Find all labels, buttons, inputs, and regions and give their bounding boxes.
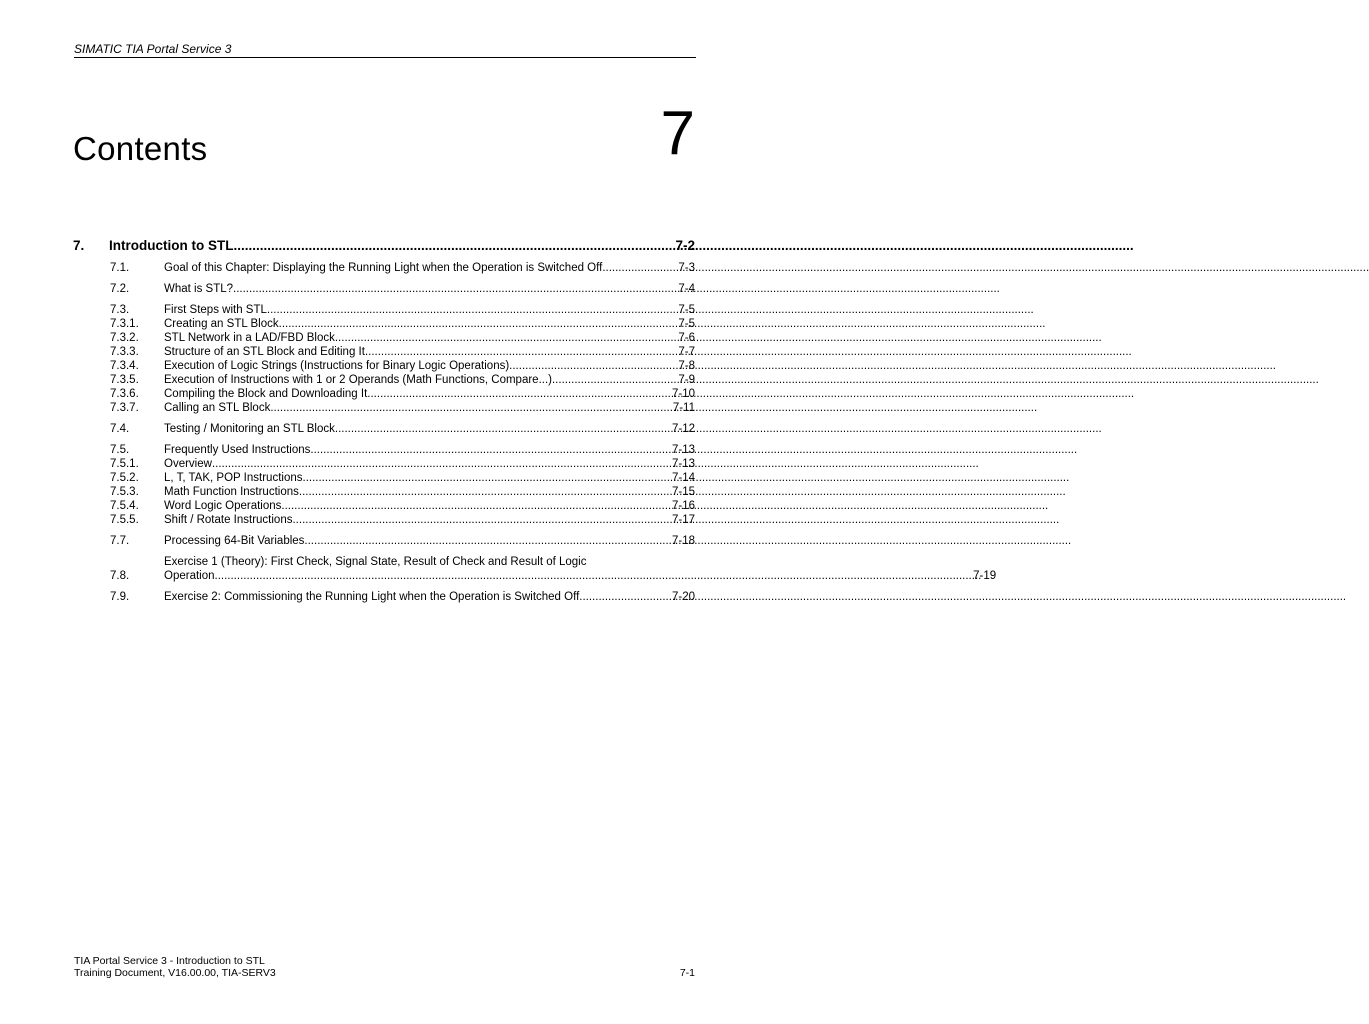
- toc-entry-text-wrap: [164, 457, 695, 471]
- toc-entry-page: 7-18: [671, 535, 695, 547]
- toc-entry-leader: [212, 457, 670, 471]
- footer-page-number: 7-1: [679, 967, 695, 979]
- page-title: Contents: [73, 130, 208, 167]
- toc-entry-leader: [215, 569, 972, 583]
- toc-entry-text-wrap: [164, 359, 695, 373]
- toc-entry-text-wrap: [164, 401, 695, 415]
- toc-entry-page: 7-5: [678, 318, 695, 330]
- toc-entry[interactable]: [110, 331, 695, 345]
- toc-group: [110, 590, 695, 604]
- toc-entry[interactable]: [110, 317, 695, 331]
- toc-entry-text-wrap: [164, 555, 997, 583]
- toc-entry-text: L, T, TAK, POP Instructions: [164, 472, 303, 484]
- running-header: [74, 42, 696, 58]
- toc-entry-text-wrap: [164, 534, 695, 548]
- toc-entry-text: Math Function Instructions: [164, 486, 299, 498]
- toc-entry-text: First Steps with STL: [164, 304, 267, 316]
- toc-entry-text-wrap: [164, 471, 695, 485]
- toc-entry[interactable]: [110, 555, 997, 583]
- running-header-title: SIMATIC TIA Portal Service 3: [74, 42, 232, 56]
- toc-entry-text: Calling an STL Block: [164, 402, 271, 414]
- toc-entry-number: 7.2.: [110, 283, 130, 295]
- toc-entry-page: 7-20: [671, 591, 695, 603]
- toc-entry-number: 7.9.: [110, 591, 130, 603]
- toc-entry-text-wrap: [164, 345, 695, 359]
- toc-entry-leader: [303, 471, 670, 485]
- toc-entry-leader: [335, 331, 677, 345]
- toc-entry-number: 7.1.: [110, 262, 130, 274]
- toc-entry-page: 7-12: [671, 423, 695, 435]
- toc-entry-text-wrap: [164, 499, 695, 513]
- toc-group: [110, 303, 695, 415]
- toc-entry-text-wrap: [164, 303, 695, 317]
- toc-entry-leader: [579, 590, 670, 604]
- toc-entry-text-wrap: [164, 373, 695, 387]
- toc-entry[interactable]: [110, 345, 695, 359]
- toc-entry-number: 7.4.: [110, 423, 130, 435]
- toc-entry-page: 7-17: [671, 514, 695, 526]
- toc-entry[interactable]: [110, 590, 695, 604]
- toc-entry-text-wrap: [164, 443, 695, 457]
- page-footer: [74, 955, 276, 979]
- toc-entry-text-wrap: [164, 485, 695, 499]
- toc-entry-text-line-2: Operation: [164, 570, 215, 582]
- toc-entry[interactable]: [110, 457, 695, 471]
- toc-entry[interactable]: [110, 387, 695, 401]
- toc-entry-text: Structure of an STL Block and Editing It: [164, 346, 365, 358]
- toc-entry[interactable]: [110, 513, 695, 527]
- toc-entry-text-wrap: [164, 282, 695, 296]
- toc-main-text: Introduction to STL: [109, 238, 234, 253]
- toc-entry-leader: [552, 373, 676, 387]
- toc-entry-page: 7-8: [678, 360, 695, 372]
- toc-entry-number: 7.3.5.: [110, 374, 139, 386]
- toc-entry[interactable]: [110, 534, 695, 548]
- toc-entry-leader: [267, 303, 676, 317]
- toc-entry-text-wrap: [164, 513, 695, 527]
- toc-entry-number: 7.5.4.: [110, 500, 139, 512]
- footer-line-2: Training Document, V16.00.00, TIA-SERV3: [74, 967, 276, 979]
- toc-entry-number: 7.3.2.: [110, 332, 139, 344]
- toc-entry-text: What is STL?: [164, 283, 234, 295]
- toc-entry[interactable]: [110, 401, 695, 415]
- toc-entry-leader: [365, 345, 676, 359]
- toc-group: [110, 282, 695, 296]
- toc-entry[interactable]: [110, 303, 695, 317]
- toc-entry-number: 7.5.2.: [110, 472, 139, 484]
- toc-entry-multiline: [164, 555, 996, 583]
- toc-entry-leader: [270, 401, 671, 415]
- toc-entry-page: 7-16: [671, 500, 695, 512]
- toc-main-number: 7.: [73, 238, 85, 253]
- toc-entry-page: 7-14: [671, 472, 695, 484]
- toc-entry-text-wrap: [164, 422, 695, 436]
- toc-entry-number: 7.5.: [110, 444, 130, 456]
- toc-entry-text: Exercise 2: Commissioning the Running Light when the Operation is Switched Off: [164, 591, 580, 603]
- toc-entry[interactable]: [110, 282, 695, 296]
- toc-entry-text-wrap: [164, 331, 695, 345]
- toc-entry-page: 7-13: [671, 444, 695, 456]
- toc-entry-leader: [304, 534, 670, 548]
- toc-entry-text: Shift / Rotate Instructions: [164, 514, 293, 526]
- toc-entry-leader: [279, 317, 677, 331]
- toc-entry[interactable]: [110, 373, 695, 387]
- toc-entry-text: STL Network in a LAD/FBD Block: [164, 332, 335, 344]
- toc-entry-text-wrap: [164, 387, 695, 401]
- toc-entry-page: 7-19: [973, 570, 997, 582]
- toc-entry-text-wrap: [164, 317, 695, 331]
- toc-entry-number: 7.3.3.: [110, 346, 139, 358]
- toc-main-entry[interactable]: [73, 237, 695, 254]
- toc-entry-text: Execution of Logic Strings (Instructions for Binary Logic Operations): [164, 360, 510, 372]
- toc-entry[interactable]: [110, 499, 695, 513]
- toc-entry-text: Frequently Used Instructions: [164, 444, 311, 456]
- toc-entry[interactable]: [110, 359, 695, 373]
- toc-entry-leader: [335, 422, 670, 436]
- toc-entry-number: 7.3.: [110, 304, 130, 316]
- toc-entry-number: 7.5.5.: [110, 514, 139, 526]
- toc-entry-text: Overview: [164, 458, 212, 470]
- toc-entry-text: Goal of this Chapter: Displaying the Running Light when the Operation is Switched Off: [164, 262, 603, 274]
- toc-entry-number: 7.3.7.: [110, 402, 139, 414]
- toc-entry[interactable]: [110, 485, 695, 499]
- toc-group: [110, 443, 695, 527]
- toc-entry-leader: [281, 499, 670, 513]
- toc-entry-leader: [509, 359, 676, 373]
- toc-entry-number: 7.5.1.: [110, 458, 139, 470]
- table-of-contents: [110, 261, 997, 611]
- toc-entry[interactable]: [110, 471, 695, 485]
- footer-line-1: TIA Portal Service 3 - Introduction to STL: [74, 955, 265, 967]
- toc-main-leader: [233, 237, 675, 254]
- toc-entry-page: 7-3: [678, 262, 695, 274]
- toc-entry[interactable]: [110, 443, 695, 457]
- toc-entry[interactable]: [110, 422, 695, 436]
- toc-entry-leader: [310, 443, 670, 457]
- toc-entry-text-line-1: Exercise 1 (Theory): First Check, Signal State, Result of Check and Result of Logic: [164, 556, 587, 568]
- toc-entry-number: 7.3.6.: [110, 388, 139, 400]
- toc-entry-page: 7-10: [671, 388, 695, 400]
- toc-entry[interactable]: [110, 261, 695, 275]
- toc-entry-text: Execution of Instructions with 1 or 2 Operands (Math Functions, Compare...): [164, 374, 552, 386]
- toc-entry-page: 7-6: [678, 332, 695, 344]
- toc-entry-text-line-2-row: [164, 569, 996, 583]
- toc-group: [110, 422, 695, 436]
- toc-main-page: 7-2: [675, 238, 695, 253]
- toc-entry-text: Creating an STL Block: [164, 318, 279, 330]
- toc-entry-text: Testing / Monitoring an STL Block: [164, 423, 335, 435]
- toc-entry-leader: [292, 513, 669, 527]
- toc-entry-page: 7-15: [671, 486, 695, 498]
- toc-entry-number: 7.3.4.: [110, 360, 139, 372]
- toc-entry-leader: [367, 387, 670, 401]
- toc-entry-text: Word Logic Operations: [164, 500, 282, 512]
- toc-entry-number: 7.7.: [110, 535, 130, 547]
- toc-entry-page: 7-13: [671, 458, 695, 470]
- toc-entry-page: 7-4: [678, 283, 695, 295]
- toc-entry-page: 7-9: [678, 374, 695, 386]
- toc-entry-leader: [233, 282, 676, 296]
- toc-entry-text: Processing 64-Bit Variables: [164, 535, 305, 547]
- toc-entry-leader: [299, 485, 670, 499]
- toc-entry-text: Compiling the Block and Downloading It: [164, 388, 368, 400]
- toc-entry-text-wrap: [164, 261, 695, 275]
- toc-entry-page: 7-7: [678, 346, 695, 358]
- toc-group: [110, 555, 997, 583]
- toc-entry-leader: [602, 261, 676, 275]
- toc-entry-page: 7-5: [678, 304, 695, 316]
- chapter-number: 7: [660, 99, 695, 168]
- toc-entry-number: 7.3.1.: [110, 318, 139, 330]
- toc-group: [110, 261, 695, 275]
- toc-entry-page: 7-11: [672, 402, 695, 414]
- toc-entry-number: 7.5.3.: [110, 486, 139, 498]
- toc-group: [110, 534, 695, 548]
- toc-entry-number: 7.8.: [110, 570, 130, 582]
- toc-entry-text-wrap: [164, 590, 695, 604]
